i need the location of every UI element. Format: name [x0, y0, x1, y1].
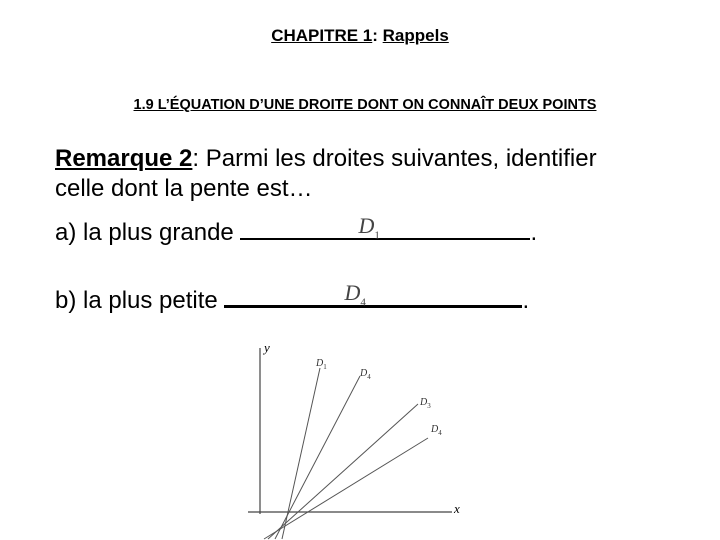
- question-b-end: .: [522, 287, 530, 314]
- line-d3: [268, 404, 418, 539]
- question-b-answer: $D_4$: [344, 280, 366, 309]
- y-axis-label: y: [264, 340, 270, 355]
- line-d4-label: $D_4$: [431, 424, 442, 437]
- remark-text-line2: celle dont la pente est…: [55, 175, 313, 202]
- question-a-answer: $D_1$: [358, 213, 380, 242]
- chapter-header: [0, 26, 720, 46]
- question-a-end: .: [530, 219, 538, 246]
- section-title: 1.9 L’ÉQUATION D’UNE DROITE DONT ON CONNAÎT DEUX POINTS: [133, 97, 597, 113]
- chapter-separator: :: [372, 26, 383, 45]
- question-a-label: a) la plus grande: [55, 219, 241, 246]
- question-b-blank[interactable]: [224, 281, 522, 308]
- x-axis-label: x: [454, 501, 460, 516]
- line-d1-label: $D_1$: [316, 358, 327, 371]
- line-d2: [275, 376, 360, 539]
- line-d3-label: $D_3$: [420, 397, 431, 410]
- chapter-topic: Rappels: [382, 26, 449, 45]
- line-d4: [264, 438, 428, 539]
- line-d2-label: $D_4$: [360, 368, 371, 381]
- line-d1: [282, 368, 320, 539]
- question-b-label: b) la plus petite: [55, 287, 225, 314]
- question-b: [55, 281, 529, 316]
- lines-figure: [230, 336, 480, 540]
- remark-block: [55, 144, 715, 204]
- remark-text-line1: Parmi les droites suivantes, identifier: [199, 145, 597, 172]
- question-a-blank[interactable]: [240, 214, 530, 240]
- question-a: [55, 214, 537, 248]
- remark-title: Remarque 2: [55, 145, 193, 172]
- remark-colon: :: [192, 145, 200, 172]
- chapter-label: CHAPITRE 1: [271, 26, 373, 45]
